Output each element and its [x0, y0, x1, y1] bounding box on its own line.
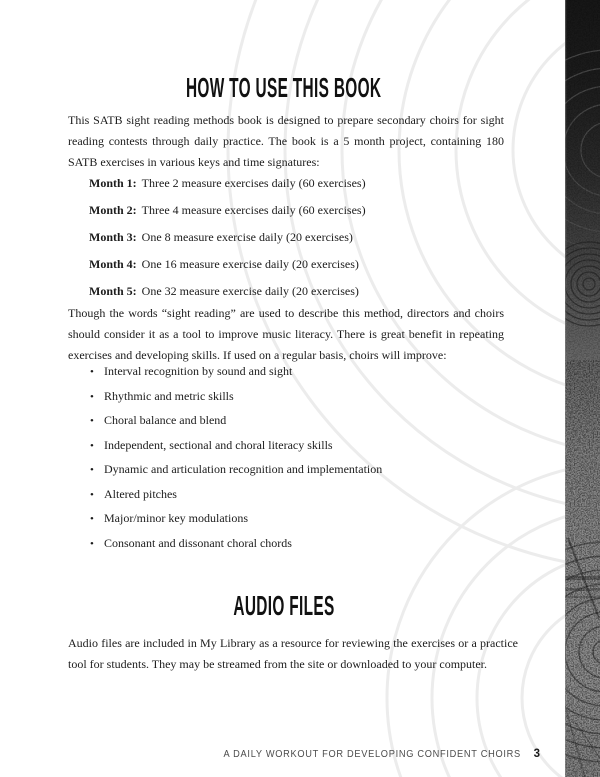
month-item — [89, 278, 366, 305]
bullet-icon: • — [90, 439, 94, 452]
benefit-item — [90, 532, 382, 557]
bullet-icon: • — [90, 537, 94, 550]
bullet-icon: • — [90, 513, 94, 525]
text-line: This SATB sight reading methods book is designed to prepare secondary choirs for sight — [68, 113, 504, 127]
benefit-text: Independent, sectional and choral literacy skills — [104, 437, 333, 452]
page-footer — [0, 748, 540, 760]
text-line: SATB exercises in various keys and time signatures: — [68, 155, 320, 169]
text-line: reading contests through daily practice. The book is a 5 month project, containing 180 — [68, 134, 504, 148]
benefit-text: Interval recognition by sound and sight — [104, 364, 293, 378]
benefit-item — [90, 360, 382, 385]
text-line: Though the words “sight reading” are used to describe this method, directors and choirs — [68, 306, 504, 320]
audio-paragraph — [68, 633, 518, 675]
month-item — [89, 224, 366, 251]
text-line: should consider it as a tool to improve music literacy. There is great benefit in repeating — [68, 327, 504, 341]
benefit-text: Rhythmic and metric skills — [104, 388, 234, 403]
benefit-text: Consonant and dissonant choral chords — [104, 535, 292, 550]
bullet-icon: • — [90, 415, 94, 427]
text-line: exercises and developing skills. If used on a regular basis, choirs will improve: — [68, 348, 447, 362]
text-line: Audio files are included in My Library as a resource for reviewing the exercises or a practice — [68, 636, 518, 650]
benefits-list — [90, 360, 382, 556]
bullet-icon: • — [90, 464, 94, 476]
section-title-text: AUDIO FILES — [232, 590, 335, 621]
benefit-item — [90, 458, 382, 483]
month-description: One 16 measure exercise daily (20 exercises) — [141, 257, 359, 271]
method-paragraph — [68, 303, 504, 366]
month-label: Month 3: — [89, 230, 137, 244]
month-description: Three 4 measure exercises daily (60 exercises) — [141, 203, 366, 217]
grunge-texture — [565, 0, 600, 777]
month-description: Three 2 measure exercises daily (60 exercises) — [141, 176, 366, 190]
benefit-item — [90, 483, 382, 508]
bullet-icon: • — [90, 390, 94, 403]
benefit-item — [90, 385, 382, 410]
bullet-icon: • — [90, 366, 94, 378]
month-schedule-list — [89, 170, 366, 305]
grunge-edge-strip — [565, 0, 600, 777]
benefit-item — [90, 507, 382, 532]
intro-paragraph — [68, 110, 504, 173]
section-title-text: HOW TO USE THIS BOOK — [185, 72, 382, 103]
month-label: Month 1: — [89, 176, 137, 190]
month-item — [89, 170, 366, 197]
benefit-text: Major/minor key modulations — [104, 511, 248, 525]
month-label: Month 2: — [89, 203, 137, 217]
benefit-text: Choral balance and blend — [104, 413, 227, 427]
text-line: tool for students. They may be streamed from the site or downloaded to your computer. — [68, 657, 488, 671]
month-description: One 8 measure exercise daily (20 exercises) — [141, 230, 353, 244]
month-item — [89, 197, 366, 224]
month-label: Month 4: — [89, 257, 137, 271]
month-item — [89, 251, 366, 278]
section-title-audio-files — [0, 592, 567, 620]
page-number: 3 — [533, 748, 540, 760]
benefit-item — [90, 409, 382, 434]
month-description: One 32 measure exercise daily (20 exercises) — [141, 284, 359, 298]
benefit-item — [90, 434, 382, 459]
bullet-icon: • — [90, 488, 94, 501]
section-title-how-to-use — [0, 74, 567, 102]
benefit-text: Dynamic and articulation recognition and implementation — [104, 462, 383, 476]
month-label: Month 5: — [89, 284, 137, 298]
benefit-text: Altered pitches — [104, 486, 177, 501]
running-title: A DAILY WORKOUT FOR DEVELOPING CONFIDENT CHOIRS — [223, 748, 521, 760]
